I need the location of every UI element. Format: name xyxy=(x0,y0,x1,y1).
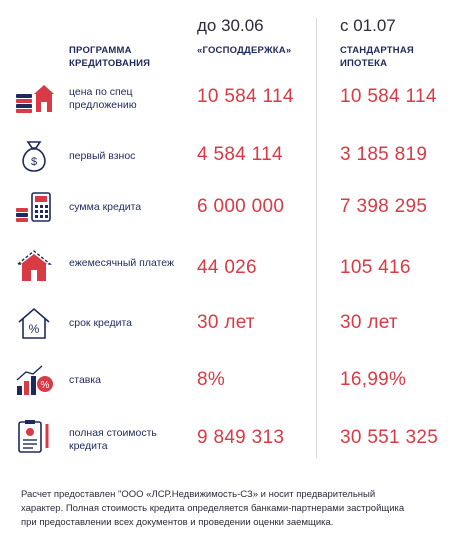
row-label-monthly-payment: ежемесячный платеж xyxy=(69,257,175,269)
row-rate-std-value: 16,99% xyxy=(340,369,407,390)
row-label-term: срок кредита xyxy=(69,317,133,329)
calculator-coins-icon xyxy=(14,190,54,226)
svg-text:%: % xyxy=(40,380,50,391)
row-monthly-payment-std-value: 105 416 xyxy=(340,257,411,278)
clipboard-document-icon xyxy=(14,418,54,454)
house-coins-icon xyxy=(14,80,54,116)
period-std: с 01.07 xyxy=(340,16,396,35)
row-loan-amount-gov-value: 6 000 000 xyxy=(197,196,285,217)
row-full-cost-std-value: 30 551 325 xyxy=(340,427,439,448)
footer-disclaimer xyxy=(21,488,461,530)
money-bag-icon xyxy=(14,138,54,174)
row-price-gov-value: 10 584 114 xyxy=(197,86,294,107)
house-percent-icon xyxy=(14,305,54,341)
house-icon xyxy=(14,248,54,284)
row-label-down-payment: первый взнос xyxy=(69,150,136,162)
row-price-std-value: 10 584 114 xyxy=(340,86,437,107)
row-label-price: цена по спец предложению xyxy=(69,86,137,111)
svg-text:$: $ xyxy=(30,156,38,168)
row-full-cost-gov-value: 9 849 313 xyxy=(197,427,285,448)
row-label-loan-amount: сумма кредита xyxy=(69,201,142,213)
column-header-program: ПРОГРАММА КРЕДИТОВАНИЯ xyxy=(69,45,151,69)
column-header-std: СТАНДАРТНАЯ ИПОТЕКА xyxy=(340,45,414,69)
column-divider xyxy=(316,18,317,458)
bar-chart-percent-icon xyxy=(14,362,54,398)
row-label-rate: ставка xyxy=(69,374,102,386)
row-down-payment-gov-value: 4 584 114 xyxy=(197,144,283,165)
row-term-gov-value: 30 лет xyxy=(197,312,255,333)
row-loan-amount-std-value: 7 398 295 xyxy=(340,196,428,217)
svg-text:%: % xyxy=(28,322,40,336)
row-label-full-cost: полная стоимость кредита xyxy=(69,427,157,452)
footer-line-1: Расчет предоставлен "ООО «ЛСР.Недвижимость-СЗ» и носит предварительный xyxy=(21,489,376,500)
row-term-std-value: 30 лет xyxy=(340,312,398,333)
column-header-gov: «ГОСПОДДЕРЖКА» xyxy=(197,45,292,56)
row-down-payment-std-value: 3 185 819 xyxy=(340,144,428,165)
row-rate-gov-value: 8% xyxy=(197,369,226,390)
footer-line-2: характер. Полная стоимость кредита определяется банками-партнерами застройщика xyxy=(21,503,405,514)
row-monthly-payment-gov-value: 44 026 xyxy=(197,257,257,278)
footer-line-3: при предоставлении всех документов и проведении оценки заемщика. xyxy=(21,517,334,528)
period-gov: до 30.06 xyxy=(197,16,264,35)
